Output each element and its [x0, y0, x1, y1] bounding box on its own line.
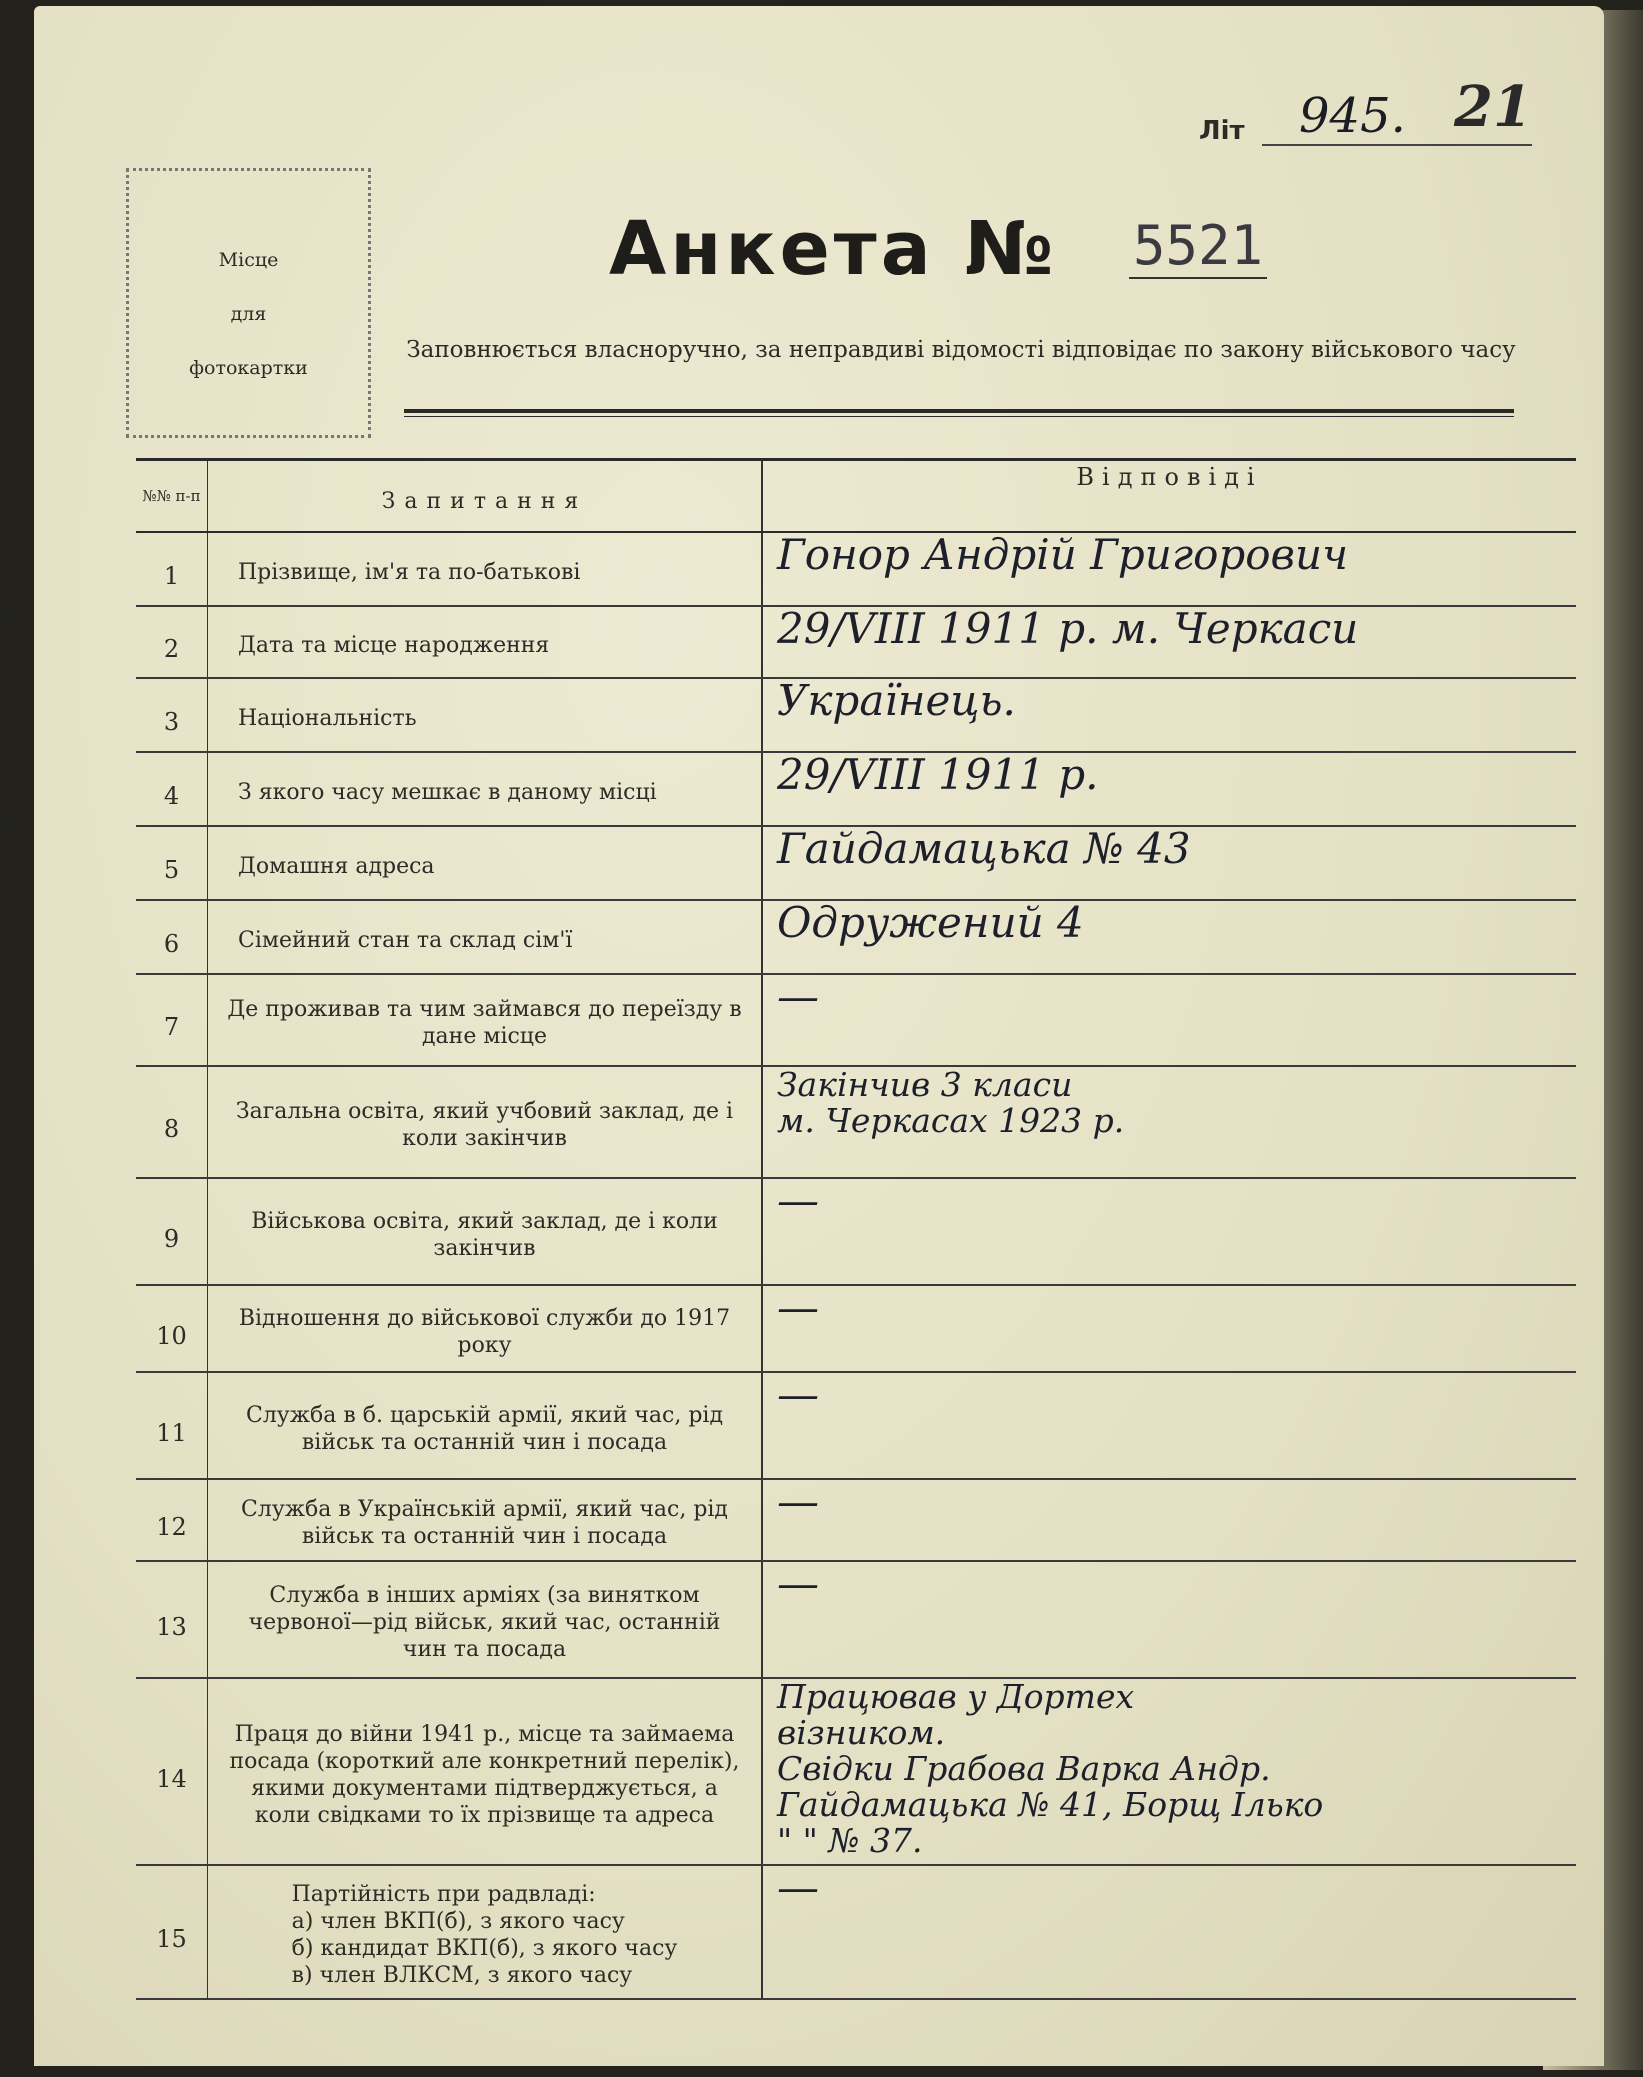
- questionnaire-page: [0, 6, 1604, 2066]
- table-row: [136, 1562, 1576, 1679]
- table-row: [136, 975, 1576, 1067]
- row-number: 14: [136, 1679, 208, 1864]
- table-row: [136, 679, 1576, 753]
- row-question: Національність: [208, 679, 763, 751]
- row-number: 1: [136, 533, 208, 605]
- table-row: [136, 1067, 1576, 1179]
- margin-mark-2: 3: [0, 811, 20, 846]
- row-answer: 29/VIII 1911 р. м. Черкаси: [777, 607, 1359, 653]
- row-number: 3: [136, 679, 208, 751]
- form-title: Анкета №: [609, 206, 1058, 292]
- lit-number-extra: 21: [1454, 74, 1532, 140]
- row-question: Прізвище, ім'я та по-батькові: [208, 533, 763, 605]
- row-question: Військова освіта, який заклад, де і коли закінчив: [208, 1179, 763, 1284]
- column-header-question: Запитання: [208, 461, 763, 531]
- row-answer: Закінчив 3 класи м. Черкасах 1923 р.: [777, 1067, 1125, 1140]
- row-number: 6: [136, 901, 208, 973]
- photo-label-line: для: [230, 303, 267, 325]
- table-row: [136, 753, 1576, 827]
- row-question: Загальна освіта, який учбовий заклад, де і коли закінчив: [208, 1067, 763, 1177]
- table-row: [136, 1179, 1576, 1286]
- margin-mark-1: 6: [0, 596, 20, 631]
- row-answer: Гонор Андрій Григорович: [777, 533, 1349, 579]
- row-question: Служба в б. царській армії, який час, рід військ та останній чин і посада: [208, 1373, 763, 1478]
- form-number: 5521: [1129, 214, 1267, 279]
- table-row: [136, 1866, 1576, 2000]
- column-header-answer: Відповіді: [1076, 463, 1263, 491]
- header-rule: [404, 409, 1514, 413]
- photo-placeholder: [126, 168, 371, 438]
- table-row: [136, 607, 1576, 679]
- row-answer: Гайдамацька № 43: [777, 827, 1191, 873]
- row-question: Сімейний стан та склад сім'ї: [208, 901, 763, 973]
- row-number: 12: [136, 1480, 208, 1560]
- table-body: [136, 533, 1576, 2000]
- table-row: [136, 901, 1576, 975]
- photo-label-line: фотокартки: [189, 357, 308, 379]
- row-question: Де проживав та чим займався до переїзду в дане місце: [208, 975, 763, 1065]
- row-question: Служба в Українській армії, який час, рід військ та останній чин і посада: [208, 1480, 763, 1560]
- table-header: [136, 458, 1576, 533]
- row-number: 13: [136, 1562, 208, 1677]
- row-number: 11: [136, 1373, 208, 1478]
- form-instructions: Заповнюється власноручно, за неправдиві відомості відповідає по закону військового часу: [406, 337, 1516, 363]
- row-number: 2: [136, 607, 208, 677]
- row-question: Служба в інших арміях (за винятком червоної—рід військ, який час, останній чин та посада: [208, 1562, 763, 1677]
- row-question: Праця до війни 1941 р., місце та займаема посада (короткий але конкретний перелік), якими документами підтверджується, а коли свідками то їх прізвище та адреса: [208, 1679, 763, 1864]
- table-row: [136, 533, 1576, 607]
- row-number: 15: [136, 1866, 208, 1998]
- row-number: 7: [136, 975, 208, 1065]
- row-number: 4: [136, 753, 208, 825]
- questionnaire-table: [136, 458, 1576, 2000]
- row-answer: Українець.: [777, 679, 1016, 725]
- lit-underline: [1262, 144, 1532, 146]
- table-row: [136, 1480, 1576, 1562]
- row-answer: —: [777, 1866, 819, 1912]
- row-answer: 29/VIII 1911 р.: [777, 753, 1099, 799]
- row-question: Партійність при радвладі: а) член ВКП(б), з якого часу б) кандидат ВКП(б), з якого часу в) член ВЛКСМ, з якого часу: [208, 1866, 763, 1998]
- photo-label-line: Місце: [218, 249, 279, 271]
- table-row: [136, 1679, 1576, 1866]
- lit-number: 945.: [1299, 88, 1406, 144]
- row-number: 10: [136, 1286, 208, 1371]
- row-number: 8: [136, 1067, 208, 1177]
- header-rule-thin: [404, 416, 1514, 417]
- row-question: Домашня адреса: [208, 827, 763, 899]
- row-answer: —: [777, 1179, 819, 1225]
- table-row: [136, 827, 1576, 901]
- row-answer: —: [777, 1373, 819, 1419]
- row-answer: Працював у Дортех візником. Свідки Грабова Варка Андр. Гайдамацька № 41, Борщ Ілько " " № 37.: [777, 1679, 1324, 1860]
- table-row: [136, 1286, 1576, 1373]
- table-row: [136, 1373, 1576, 1480]
- row-answer: —: [777, 975, 819, 1021]
- row-question: Дата та місце народження: [208, 607, 763, 677]
- row-answer: —: [777, 1286, 819, 1332]
- lit-label: Літ: [1199, 116, 1245, 146]
- column-header-number: №№ п-п: [136, 461, 208, 531]
- row-question: Відношення до військової служби до 1917 року: [208, 1286, 763, 1371]
- row-answer: —: [777, 1480, 819, 1526]
- row-number: 9: [136, 1179, 208, 1284]
- row-question: З якого часу мешкає в даному місці: [208, 753, 763, 825]
- row-answer: Одружений 4: [777, 901, 1084, 947]
- row-answer: —: [777, 1562, 819, 1608]
- row-number: 5: [136, 827, 208, 899]
